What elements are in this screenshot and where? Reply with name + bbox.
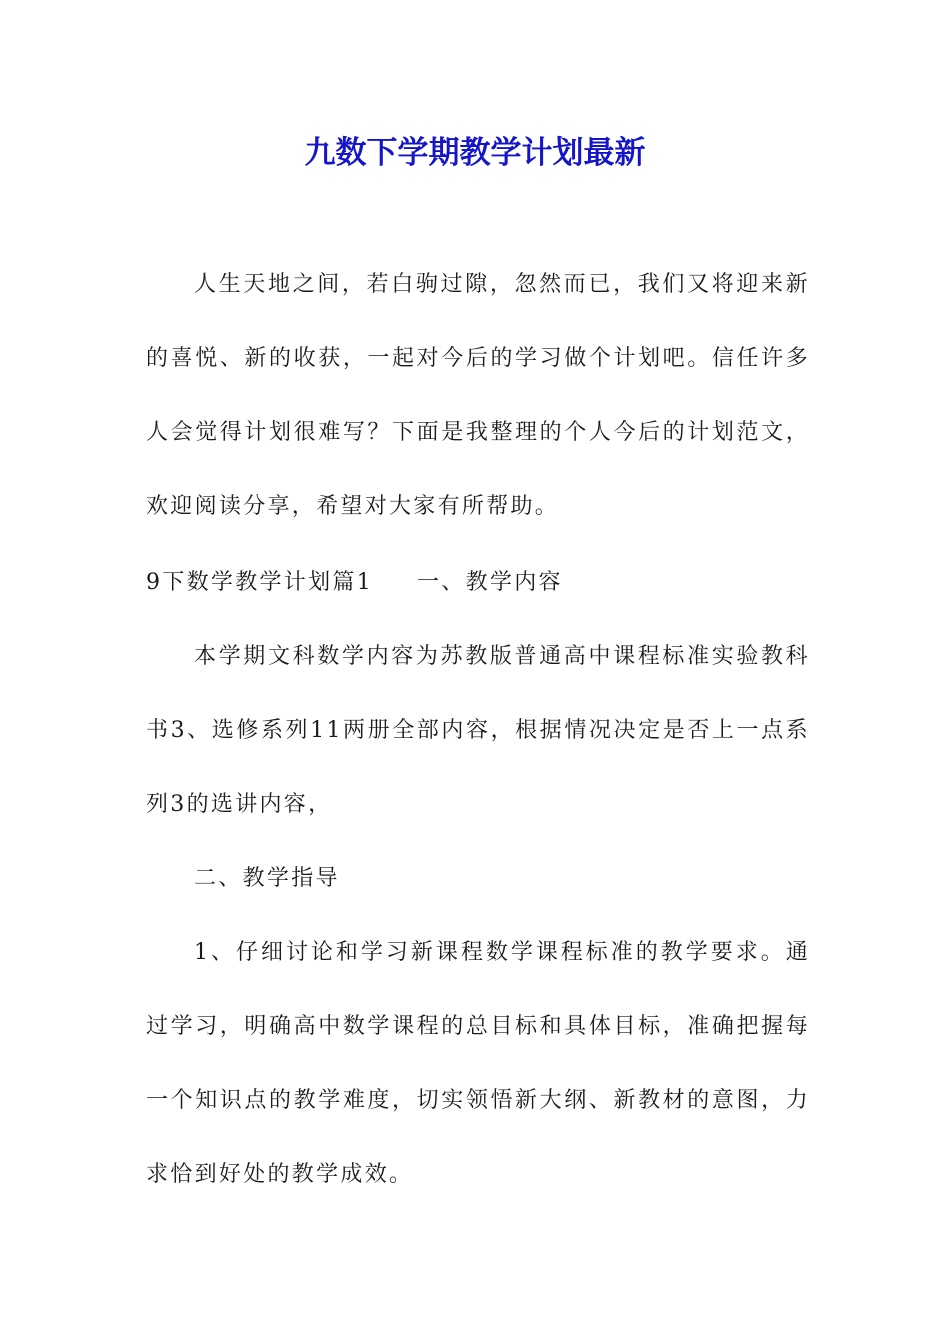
item-one-paragraph: 1、仔细讨论和学习新课程数学课程标准的教学要求。通过学习，明确高中数学课程的总目标和具体目标，准确把握每一个知识点的教学难度，切实领悟新大纲、新教材的意图，力求恰到好处的教学成效。 [146,940,810,1187]
section-heading-line [146,546,810,620]
content-paragraph: 本学期文科数学内容为苏教版普通高中课程标准实验教科书3、选修系列11两册全部内容，根据情况决定是否上一点系列3的选讲内容， [146,644,810,817]
section-two-heading: 二、教学指导 [194,866,340,891]
document-title: 九数下学期教学计划最新 [304,135,646,171]
intro-paragraph: 人生天地之间，若白驹过隙，忽然而已，我们又将迎来新的喜悦、新的收获，一起对今后的学习做个计划吧。信任许多人会觉得计划很难写？下面是我整理的个人今后的计划范文，欢迎阅读分享，希望对大家有所帮助。 [146,272,810,519]
section-heading: 9下数学教学计划篇1 [146,570,373,595]
section-one-heading: 一、教学内容 [417,570,563,595]
